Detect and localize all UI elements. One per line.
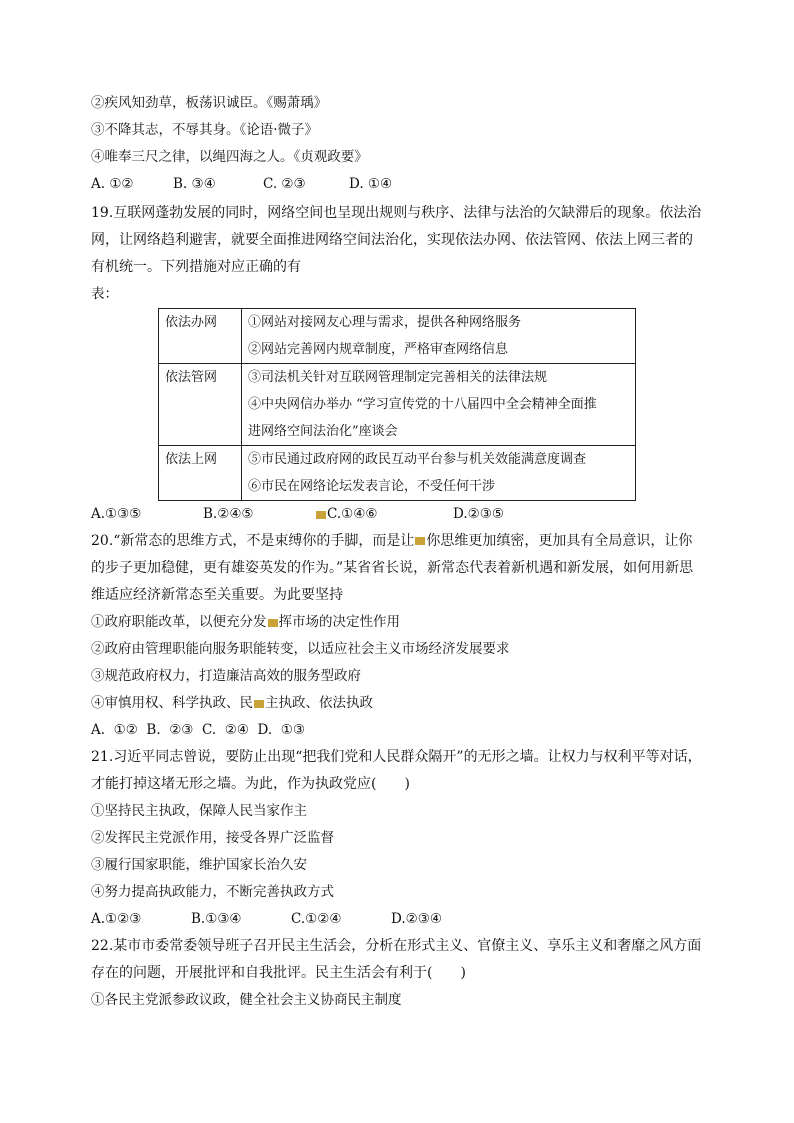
q20-item-1b: 挥市场的决定性作用 [278, 614, 400, 630]
table-item: ⑤市民通过政府网的政民互动平台参与机关效能满意度调查 [248, 452, 587, 467]
q19-table [158, 308, 636, 501]
q19-stem-2: 网，让网络趋利避害，就要全面推进网络空间法治化，实现依法办网、依法管网、依法上网三者的 [91, 232, 693, 248]
table-item: ③司法机关针对互联网管理制定完善相关的法律法规 [248, 370, 548, 385]
q21-stem-1: 21.习近平同志曾说，要防止出现“把我们党和人民群众隔开”的无形之墙。让权力与权利平等对话， [91, 749, 702, 765]
option-d[interactable]: D.②③④ [391, 911, 442, 927]
table-head-cell: 依法办网 [159, 309, 242, 364]
table-item: 进网络空间法治化”座谈会 [248, 424, 398, 439]
option-a[interactable]: A. ①② [91, 176, 134, 192]
table-item: ②网站完善网内规章制度，严格审查网络信息 [248, 342, 509, 357]
highlight-mark-icon [268, 619, 278, 627]
q20-stem-2: 的步子更加稳健，更有雄姿英发的作为。”某省省长说，新常态代表着新机遇和新发展，如何用新思 [91, 560, 694, 576]
q21-item-1: ①坚持民主执政，保障人民当家作主 [91, 803, 307, 819]
q19-options [91, 501, 711, 528]
table-cell [242, 364, 636, 446]
q21-options [91, 906, 711, 933]
option-d[interactable]: D. ①④ [349, 176, 393, 192]
q20-stem-1a: 20.“新常态的思维方式，不是束缚你的手脚，而是让 [91, 533, 415, 549]
option-b[interactable]: B.①③④ [191, 911, 242, 927]
q22-item-1: ①各民主党派参政议政，健全社会主义协商民主制度 [91, 992, 402, 1008]
q19-stem-3: 有机统一。下列措施对应正确的有 [91, 259, 301, 275]
table-row [159, 309, 636, 364]
q20-item-4 [91, 690, 711, 717]
option-d[interactable]: D.②③⑤ [453, 506, 504, 522]
option-b[interactable]: B. ③④ [173, 176, 216, 192]
q20-item-4a: ④审慎用权、科学执政、民 [91, 695, 253, 711]
table-item: ①网站对接网友心理与需求，提供各种网络服务 [248, 315, 522, 330]
table-item: ⑥市民在网络论坛发表言论，不受任何干涉 [248, 479, 496, 494]
q21-item-4: ④努力提高执政能力，不断完善执政方式 [91, 884, 334, 900]
q20-item-1 [91, 609, 711, 636]
option-a[interactable]: A.①③⑤ [91, 506, 142, 522]
q22-stem-1: 22.某市市委常委领导班子召开民主生活会，分析在形式主义、官僚主义、享乐主义和奢靡之风方面 [91, 938, 702, 954]
q20-stem-3: 维适应经济新常态至关重要。为此要坚持 [91, 587, 343, 603]
q21-item-3: ③履行国家职能，维护国家长治久安 [91, 857, 307, 873]
highlight-mark-icon [316, 511, 326, 519]
q20-item-3: ③规范政府权力，打造廉洁高效的服务型政府 [91, 668, 361, 684]
table-item: ④中央网信办举办 “学习宣传党的十八届四中全会精神全面推 [248, 397, 597, 412]
option-b[interactable]: B.②④⑤ [203, 506, 254, 522]
option-c[interactable]: C.①④⑥ [327, 506, 378, 522]
table-head-cell: 依法管网 [159, 364, 242, 446]
highlight-mark-icon [254, 700, 264, 708]
table-row [159, 364, 636, 446]
q20-item-1a: ①政府职能改革，以便充分发 [91, 614, 267, 630]
q20-item-2: ②政府由管理职能向服务职能转变，以适应社会主义市场经济发展要求 [91, 641, 510, 657]
option-c[interactable]: C. ②③ [263, 176, 306, 192]
table-cell [242, 309, 636, 364]
q21-stem-2: 才能打掉这堵无形之墙。为此，作为执政党应( ) [91, 776, 410, 792]
table-head-cell: 依法上网 [159, 446, 242, 501]
q19-stem-1: 19.互联网蓬勃发展的同时，网络空间也呈现出规则与秩序、法律与法治的欠缺滞后的现象。依法治 [91, 205, 702, 221]
highlight-mark-icon [415, 537, 425, 545]
q20-item-4b: 主执政、依法执政 [265, 695, 373, 711]
q20-stem-1 [91, 528, 711, 555]
table-row [159, 446, 636, 501]
exam-page [91, 90, 711, 1014]
q22-stem-2: 存在的问题，开展批评和自我批评。民主生活会有利于( ) [91, 965, 466, 981]
q19-table-label: 表： [91, 286, 118, 302]
table-cell [242, 446, 636, 501]
q18-options [91, 171, 711, 198]
q20-options[interactable]: A. ①② B. ②③ C. ②④ D. ①③ [91, 722, 305, 738]
option-c[interactable]: C.①②④ [291, 911, 342, 927]
q18-item-4: ④唯奉三尺之律，以绳四海之人。《贞观政要》 [91, 149, 368, 165]
q18-item-3: ③不降其志，不辱其身。《论语·微子》 [91, 122, 319, 138]
q20-stem-1b: 你思维更加缜密，更加具有全局意识，让你 [426, 533, 693, 549]
q18-item-2: ②疾风知劲草，板荡识诚臣。《赐萧瑀》 [91, 95, 328, 111]
q21-item-2: ②发挥民主党派作用，接受各界广泛监督 [91, 830, 334, 846]
option-a[interactable]: A.①②③ [91, 911, 142, 927]
